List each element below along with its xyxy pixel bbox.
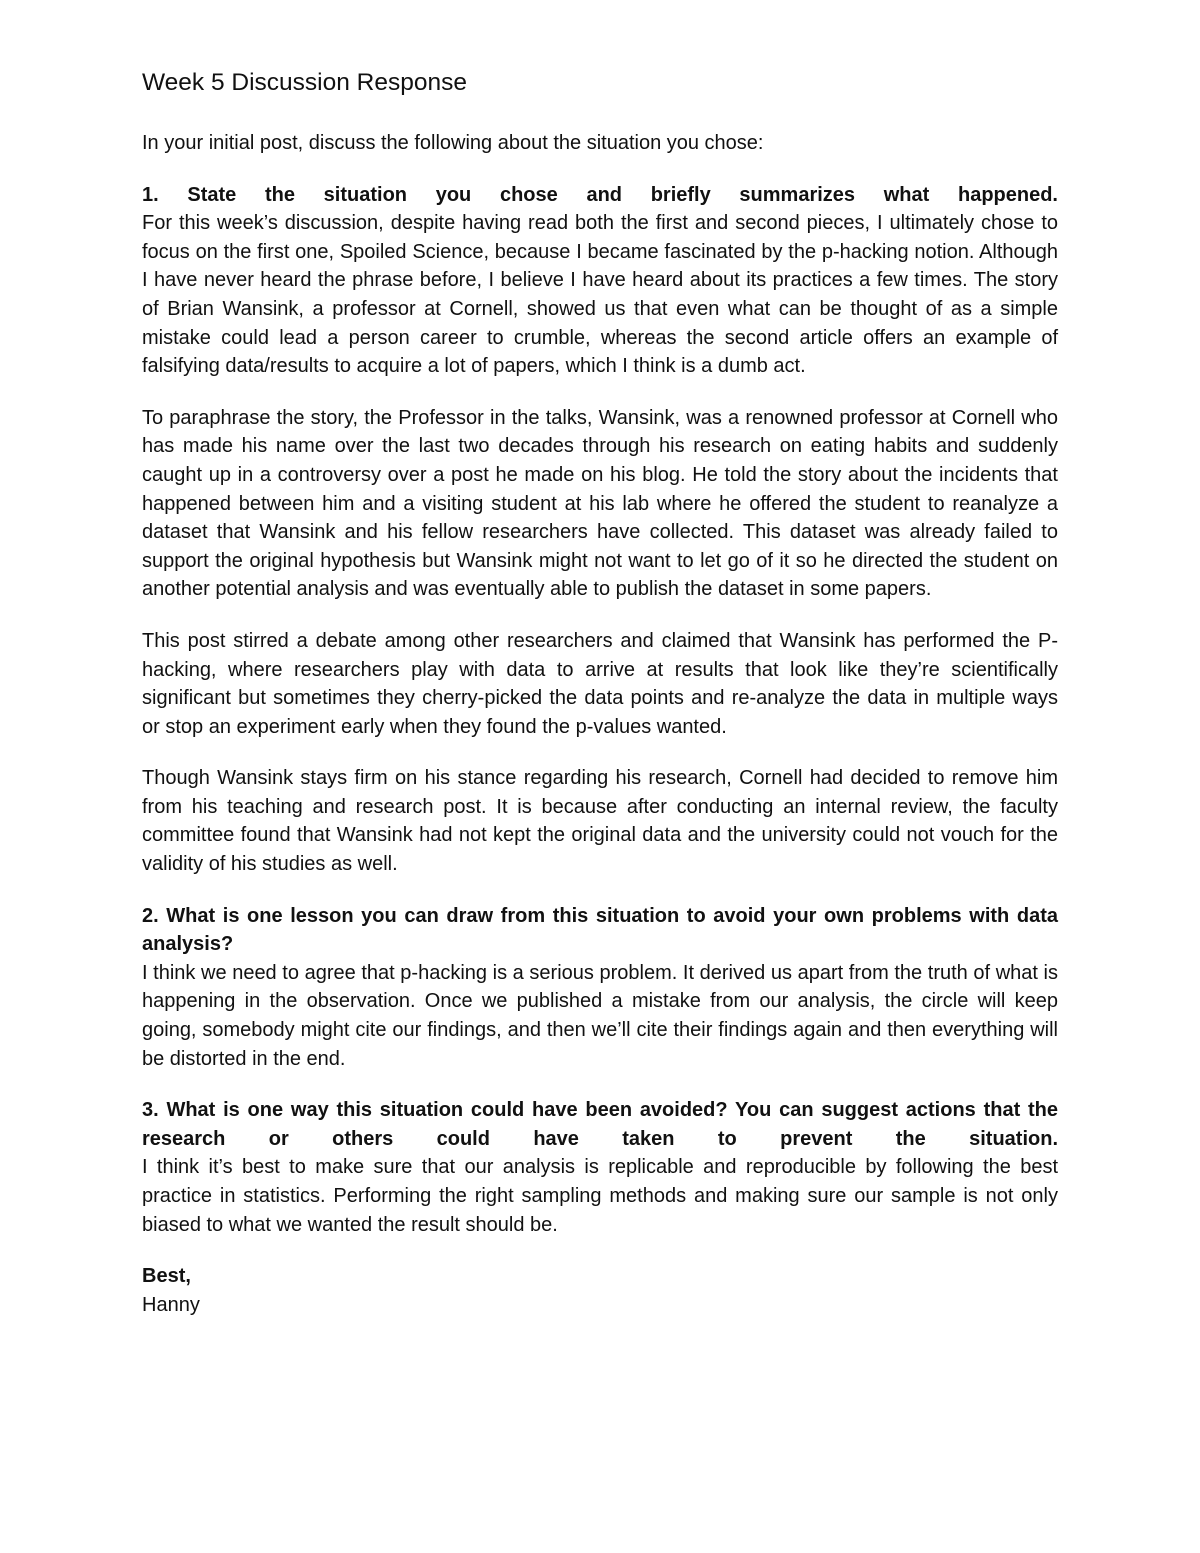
intro-prompt: In your initial post, discuss the following about the situation you chose: bbox=[142, 132, 764, 154]
question-1-section bbox=[142, 181, 1058, 381]
body-paragraph-1: To paraphrase the story, the Professor in the talks, Wansink, was a renowned professor at Cornell who has made his name over the last two decades through his research on eating habits and suddenly caught up in a controversy over a post he made on his blog. He told the story about the incidents that happened between him and a visiting student at his lab where he offered the student to reanalyze a dataset that Wansink and his fellow researchers have collected. This dataset was already failed to support the original hypothesis but Wansink might not want to let go of it so he directed the student on another potential analysis and was eventually able to publish the dataset in some papers. bbox=[142, 406, 1058, 601]
answer-3: I think it’s best to make sure that our analysis is replicable and reproducible by following the best practice in statistics. Performing the right sampling methods and making sure our sample is not only biased to what we wanted the result should be. bbox=[142, 1156, 1058, 1236]
document-title: Week 5 Discussion Response bbox=[142, 69, 468, 96]
document-body bbox=[142, 66, 1058, 1319]
question-1: 1. State the situation you chose and briefly summarizes what happened. bbox=[142, 183, 1058, 206]
question-3-section bbox=[142, 1096, 1058, 1239]
body-paragraph-2: This post stirred a debate among other researchers and claimed that Wansink has performed the P-hacking, where researchers play with data to arrive at results that look like they’re scientifically significant but sometimes they cherry-picked the data points and re-analyze the data in multiple ways or stop an experiment early when they found the p-values wanted. bbox=[142, 629, 1058, 738]
author-signature: Hanny bbox=[142, 1293, 200, 1316]
question-3: 3. What is one way this situation could have been avoided? You can suggest actions that the research or others could have taken to prevent the situation. bbox=[142, 1099, 1058, 1150]
question-2: 2. What is one lesson you can draw from this situation to avoid your own problems with data analysis? bbox=[142, 904, 1058, 956]
closing-salutation: Best, bbox=[142, 1265, 191, 1288]
body-paragraph-3: Though Wansink stays firm on his stance regarding his research, Cornell had decided to remove him from his teaching and research post. It is because after conducting an internal review, the faculty committee found that Wansink had not kept the original data and the university could not vouch for the validity of his studies as well. bbox=[142, 767, 1058, 876]
sign-off bbox=[142, 1262, 1058, 1319]
question-2-section bbox=[142, 902, 1058, 1074]
answer-2: I think we need to agree that p-hacking is a serious problem. It derived us apart from the truth of what is happening in the observation. Once we published a mistake from our analysis, the circle will keep going, somebody might cite our findings, and then we’ll cite their findings again and then everything will be distorted in the end. bbox=[142, 961, 1058, 1070]
answer-1: For this week’s discussion, despite having read both the first and second pieces, I ultimately chose to focus on the first one, Spoiled Science, because I became fascinated by the p-hacking notion. Although I have never heard the phrase before, I believe I have heard about its practices a few times. The story of Brian Wansink, a professor at Cornell, showed us that even what can be thought of as a simple mistake could lead a person career to crumble, whereas the second article offers an example of falsifying data/results to acquire a lot of papers, which I think is a dumb act. bbox=[142, 212, 1058, 378]
